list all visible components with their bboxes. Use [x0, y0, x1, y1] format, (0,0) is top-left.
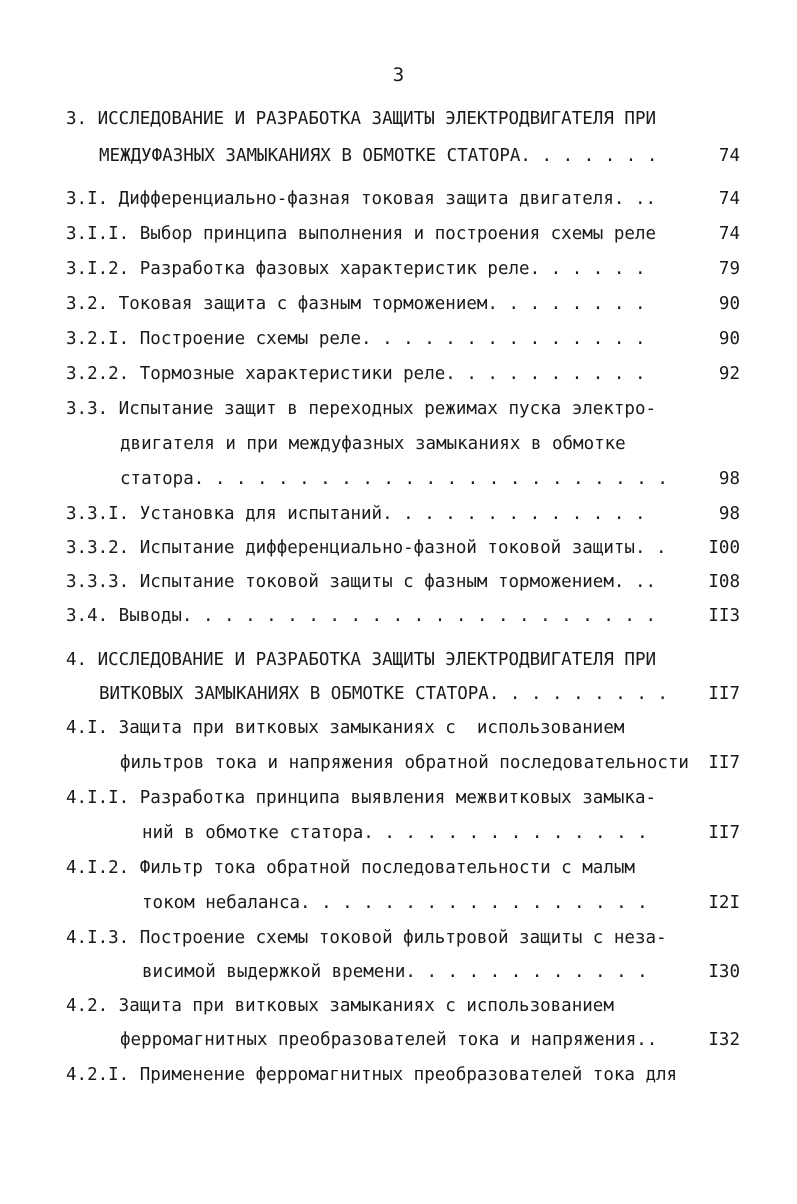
toc-line	[0, 818, 797, 848]
toc-entry-text: 3.I.I. Выбор принципа выполнения и построения схемы реле	[66, 224, 657, 244]
toc-line	[0, 533, 797, 563]
toc-entry-text: 3.I. Дифференциально-фазная токовая защита двигателя. ..	[66, 189, 657, 209]
toc-entry-text: 3.3.3. Испытание токовой защиты с фазным торможением. ..	[66, 572, 657, 592]
toc-line	[0, 1060, 797, 1090]
toc-entry-text: 4.I. Защита при витковых замыканиях с использованием	[66, 718, 625, 738]
toc-line	[0, 141, 797, 171]
toc-entry-text: 3.2.I. Построение схемы реле. . . . . . . . . . . . . .	[66, 329, 646, 349]
toc-line	[0, 888, 797, 918]
toc-line	[0, 289, 797, 319]
toc-line	[0, 923, 797, 953]
toc-page-number: 74	[718, 224, 740, 244]
toc-entry-text: 3.I.2. Разработка фазовых характеристик реле. . . . . .	[66, 259, 646, 279]
toc-page-number: II7	[708, 753, 740, 773]
toc-entry-text: 3.2. Токовая защита с фазным торможением. . . . . . . .	[66, 294, 646, 314]
toc-page-number: II3	[708, 606, 740, 626]
toc-entry-text: ний в обмотке статора. . . . . . . . . . . . . .	[142, 823, 648, 843]
toc-entry-text: 4.2. Защита при витковых замыканиях с использованием	[66, 996, 614, 1016]
toc-line	[0, 783, 797, 813]
toc-page-number: 90	[718, 294, 740, 314]
toc-line	[0, 679, 797, 709]
toc-line	[0, 991, 797, 1021]
toc-line	[0, 601, 797, 631]
toc-page-number: 74	[718, 189, 740, 209]
toc-entry-text: 4.I.2. Фильтр тока обратной последовательности с малым	[66, 858, 635, 878]
toc-entry-text: 4.I.3. Построение схемы токовой фильтровой защиты с неза-	[66, 928, 667, 948]
toc-entry-text: 4. ИССЛЕДОВАНИЕ И РАЗРАБОТКА ЗАЩИТЫ ЭЛЕКТРОДВИГАТЕЛЯ ПРИ	[66, 650, 657, 670]
toc-page-number: I32	[708, 1030, 740, 1050]
toc-entry-text: 4.I.I. Разработка принципа выявления межвитковых замыка-	[66, 788, 657, 808]
toc-line	[0, 464, 797, 494]
toc-line	[0, 219, 797, 249]
toc-entry-text: фильтров тока и напряжения обратной последовательности	[120, 753, 689, 773]
toc-line	[0, 853, 797, 883]
toc-line	[0, 394, 797, 424]
toc-line	[0, 429, 797, 459]
toc-line	[0, 324, 797, 354]
toc-page-number: 98	[718, 469, 740, 489]
toc-page-number: I08	[708, 572, 740, 592]
toc-entry-text: 3.4. Выводы. . . . . . . . . . . . . . . . . . . . . . .	[66, 606, 657, 626]
toc-entry-text: 3.3.I. Установка для испытаний. . . . . . . . . . . . .	[66, 504, 646, 524]
toc-page-number: I00	[708, 538, 740, 558]
toc-entry-text: током небаланса. . . . . . . . . . . . . . . . .	[142, 893, 648, 913]
toc-line	[0, 254, 797, 284]
toc-page-number: 92	[718, 364, 740, 384]
toc-entry-text: 4.2.I. Применение ферромагнитных преобразователей тока для	[66, 1065, 678, 1085]
page-number: 3	[392, 64, 405, 86]
toc-entry-text: 3. ИССЛЕДОВАНИЕ И РАЗРАБОТКА ЗАЩИТЫ ЭЛЕКТРОДВИГАТЕЛЯ ПРИ	[66, 109, 657, 129]
toc-page-number: II7	[708, 823, 740, 843]
toc-entry-text: 3.3. Испытание защит в переходных режимах пуска электро-	[66, 399, 657, 419]
toc-entry-text: МЕЖДУФАЗНЫХ ЗАМЫКАНИЯХ В ОБМОТКЕ СТАТОРА. . . . . . .	[99, 146, 658, 166]
toc-entry-text: двигателя и при междуфазных замыканиях в обмотке	[120, 434, 626, 454]
toc-line	[0, 567, 797, 597]
toc-line	[0, 645, 797, 675]
toc-entry-text: ВИТКОВЫХ ЗАМЫКАНИЯХ В ОБМОТКЕ СТАТОРА. . . . . . . . .	[99, 684, 668, 704]
toc-line	[0, 748, 797, 778]
toc-entry-text: 3.2.2. Тормозные характеристики реле. . . . . . . . . .	[66, 364, 646, 384]
toc-line	[0, 184, 797, 214]
toc-line	[0, 499, 797, 529]
toc-page-number: I30	[708, 962, 740, 982]
toc-line	[0, 713, 797, 743]
toc-page-number: II7	[708, 684, 740, 704]
toc-line	[0, 104, 797, 134]
toc-line	[0, 359, 797, 389]
toc-page-number: 98	[718, 504, 740, 524]
toc-page-number: I2I	[708, 893, 740, 913]
toc-entry-text: висимой выдержкой времени. . . . . . . . . . . .	[142, 962, 648, 982]
toc-line	[0, 957, 797, 987]
toc-entry-text: 3.3.2. Испытание дифференциально-фазной токовой защиты. .	[66, 538, 667, 558]
toc-page-number: 90	[718, 329, 740, 349]
toc-page-number: 74	[718, 146, 740, 166]
toc-page-number: 79	[718, 259, 740, 279]
toc-entry-text: статора. . . . . . . . . . . . . . . . . . . . . . .	[120, 469, 668, 489]
toc-entry-text: ферромагнитных преобразователей тока и напряжения..	[120, 1030, 658, 1050]
toc-line	[0, 1025, 797, 1055]
